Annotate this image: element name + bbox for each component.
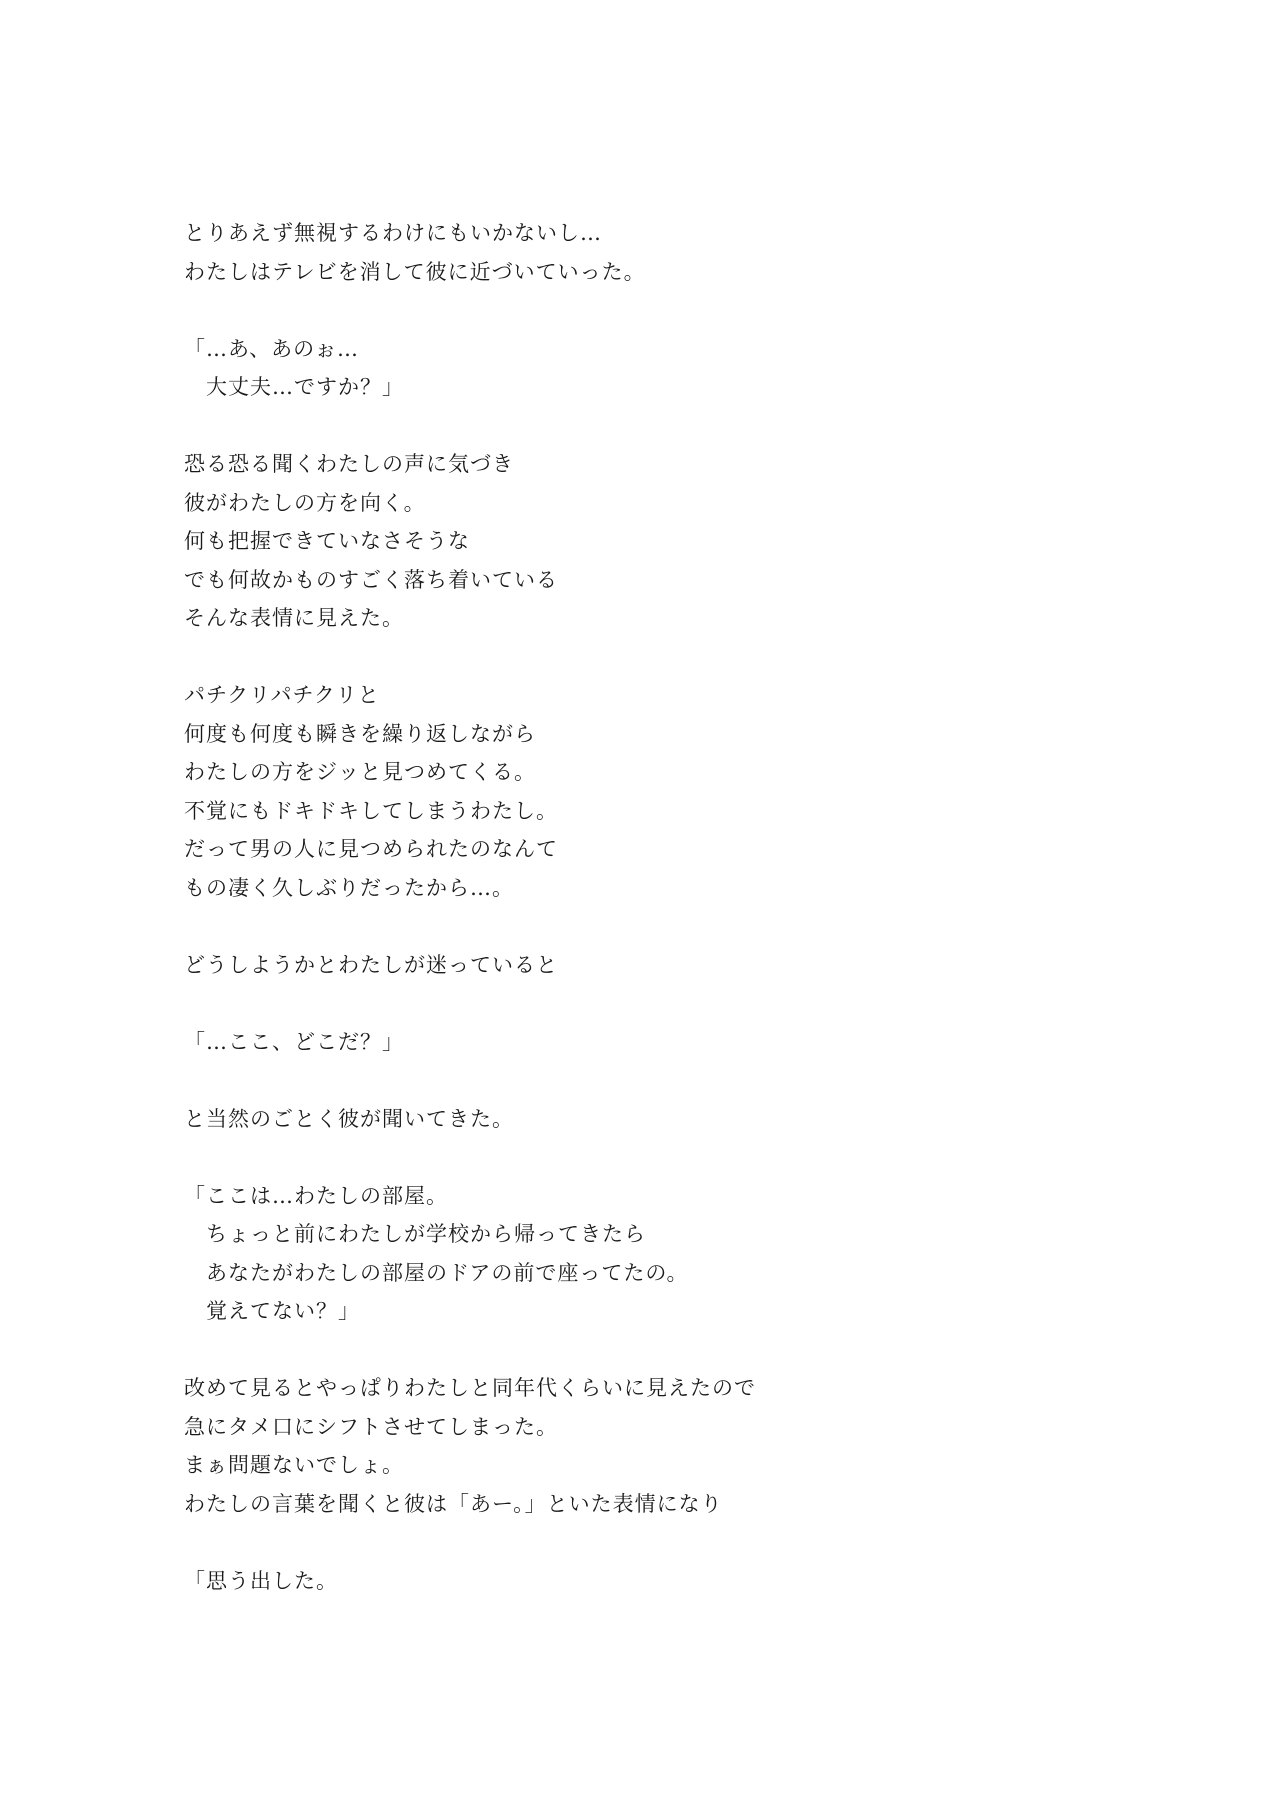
- text-line: パチクリパチクリと: [184, 683, 380, 707]
- text-line: とりあえず無視するわけにもいかないし…: [184, 221, 602, 245]
- text-line: 改めて見るとやっぱりわたしと同年代くらいに見えたので: [184, 1376, 756, 1400]
- text-line: ちょっと前にわたしが学校から帰ってきたら: [184, 1222, 646, 1246]
- text-line: と当然のごとく彼が聞いてきた。: [184, 1106, 514, 1131]
- text-line: 覚えてない？」: [184, 1299, 360, 1323]
- blank-line: [184, 984, 1184, 1023]
- text-line: だって男の人に見つめられたのなんて: [184, 837, 558, 861]
- text-line: わたしの方をジッと見つめてくる。: [184, 760, 536, 784]
- text-line: 何度も何度も瞬きを繰り返しながら: [184, 721, 536, 746]
- text-line: 恐る恐る聞くわたしの声に気づき: [184, 452, 514, 476]
- text-line: 何も把握できていなさそうな: [184, 529, 470, 553]
- blank-line: [184, 907, 1184, 946]
- blank-line: [184, 1138, 1184, 1177]
- text-line: でも何故かものすごく落ち着いている: [184, 567, 558, 592]
- text-line: 「…あ、あのぉ…: [184, 336, 359, 361]
- text-line: 大丈夫…ですか？」: [184, 375, 404, 399]
- text-line: わたしの言葉を聞くと彼は「あー。」といた表情になり: [184, 1491, 723, 1516]
- text-line: もの凄く久しぶりだったから…。: [184, 875, 514, 900]
- text-line: 急にタメ口にシフトさせてしまった。: [184, 1414, 558, 1439]
- text-line: 「ここは…わたしの部屋。: [184, 1183, 448, 1208]
- blank-line: [184, 1061, 1184, 1100]
- text-line: あなたがわたしの部屋のドアの前で座ってたの。: [184, 1260, 689, 1285]
- text-line: 「…ここ、どこだ？」: [184, 1029, 404, 1054]
- text-line: 不覚にもドキドキしてしまうわたし。: [184, 798, 558, 823]
- text-line: わたしはテレビを消して彼に近づいていった。: [184, 259, 646, 284]
- story-text: [184, 214, 1184, 1600]
- text-line: 彼がわたしの方を向く。: [184, 490, 426, 515]
- text-line: まぁ問題ないでしょ。: [184, 1453, 404, 1477]
- blank-line: [184, 1523, 1184, 1562]
- blank-line: [184, 1331, 1184, 1370]
- blank-line: [184, 291, 1184, 330]
- blank-line: [184, 638, 1184, 677]
- blank-line: [184, 407, 1184, 446]
- text-line: 「思う出した。: [184, 1568, 338, 1593]
- text-line: どうしようかとわたしが迷っていると: [184, 952, 558, 977]
- text-line: そんな表情に見えた。: [184, 606, 404, 630]
